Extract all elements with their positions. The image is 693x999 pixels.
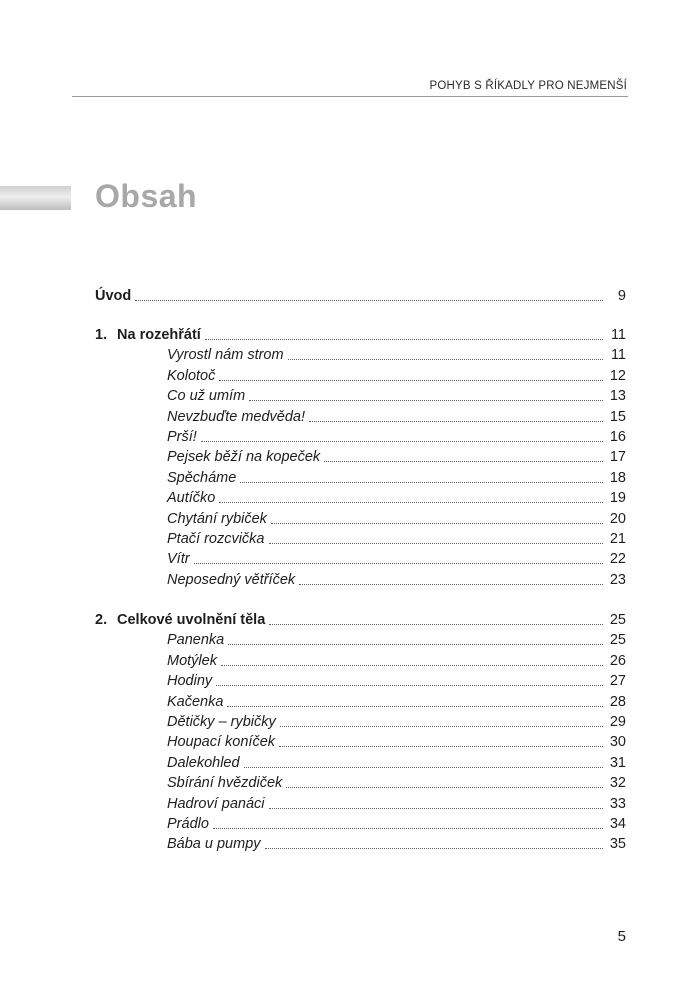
toc-entry[interactable]	[167, 671, 626, 691]
toc-entry[interactable]	[167, 630, 626, 650]
leader-dots	[227, 705, 603, 707]
toc-entry-label: Panenka	[167, 632, 225, 648]
toc-entry[interactable]	[167, 366, 626, 386]
toc-entry-label: Motýlek	[167, 653, 217, 669]
toc-chapter-2[interactable]	[95, 610, 626, 630]
toc-entry[interactable]	[167, 529, 626, 549]
leader-dots	[269, 807, 603, 809]
leader-dots	[213, 827, 603, 829]
toc-entry-page: 32	[609, 775, 626, 791]
toc-entry-label: Prádlo	[167, 816, 209, 832]
toc-entry-page: 21	[609, 531, 626, 547]
toc-entry-page: 9	[617, 288, 626, 304]
toc-chapter-label	[95, 325, 205, 345]
toc-entry-page: 34	[609, 816, 626, 832]
toc-entry-page: 26	[609, 653, 626, 669]
leader-dots	[219, 501, 603, 503]
toc-entry-label: Prší!	[167, 429, 197, 445]
leader-dots	[201, 440, 603, 442]
toc-entry-label: Chytání rybiček	[167, 511, 267, 527]
toc-entry-label: Kačenka	[167, 694, 224, 710]
toc-entry[interactable]	[167, 834, 626, 854]
toc-entry-label: Dalekohled	[167, 755, 240, 771]
toc-chapter-number: 2.	[95, 612, 108, 628]
toc-entry-label: Neposedný větříček	[167, 572, 296, 588]
leader-dots	[286, 786, 603, 788]
toc-entry-page: 12	[609, 368, 626, 384]
toc-entry-label: Pejsek běží na kopeček	[167, 449, 321, 465]
toc-entry[interactable]	[167, 509, 626, 529]
leader-dots	[288, 358, 603, 360]
toc-entry-page: 28	[609, 694, 626, 710]
toc-entry[interactable]	[167, 773, 626, 793]
toc-entry[interactable]	[167, 814, 626, 834]
toc-entry[interactable]	[167, 345, 626, 365]
toc-entry-label: Úvod	[95, 288, 132, 304]
toc-chapter-title: Na rozehřátí	[117, 327, 201, 343]
toc-entry-page: 11	[610, 347, 626, 363]
toc-entry-page: 35	[609, 836, 626, 852]
toc-entry[interactable]	[167, 570, 626, 590]
toc-entry-page: 23	[609, 572, 626, 588]
toc-entry[interactable]	[167, 651, 626, 671]
page-title: Obsah	[95, 178, 198, 214]
leader-dots	[280, 725, 603, 727]
toc-entry-page: 31	[609, 755, 626, 771]
running-header: POHYB S ŘÍKADLY PRO NEJMENŠÍ	[429, 80, 627, 92]
toc-entry[interactable]	[167, 692, 626, 712]
toc-entry[interactable]	[167, 549, 626, 569]
toc-entry-label: Hadroví panáci	[167, 796, 265, 812]
leader-dots	[271, 522, 603, 524]
leader-dots	[228, 643, 603, 645]
toc-entry-page: 13	[609, 388, 626, 404]
toc-entry-page: 30	[609, 734, 626, 750]
title-accent-bar	[0, 186, 71, 210]
leader-dots	[324, 460, 603, 462]
toc-entry-label: Bába u pumpy	[167, 836, 261, 852]
toc-entry-page: 19	[609, 490, 626, 506]
toc-entry[interactable]	[167, 732, 626, 752]
toc-entry[interactable]	[167, 712, 626, 732]
toc-entry[interactable]	[167, 488, 626, 508]
leader-dots	[205, 338, 603, 340]
toc-chapter-title: Celkové uvolnění těla	[117, 612, 266, 628]
leader-dots	[265, 847, 603, 849]
toc-entry-label: Spěcháme	[167, 470, 237, 486]
toc-entry[interactable]	[167, 468, 626, 488]
toc-entry-page: 29	[609, 714, 626, 730]
toc-entry-intro[interactable]	[95, 286, 626, 306]
toc-entry-page: 22	[609, 551, 626, 567]
leader-dots	[221, 664, 603, 666]
leader-dots	[309, 420, 603, 422]
leader-dots	[299, 583, 603, 585]
toc-chapter-number: 1.	[95, 327, 108, 343]
leader-dots	[269, 542, 604, 544]
toc-entry[interactable]	[167, 407, 626, 427]
leader-dots	[249, 399, 603, 401]
toc-entry[interactable]	[167, 753, 626, 773]
leader-dots	[269, 623, 603, 625]
leader-dots	[244, 766, 603, 768]
leader-dots	[135, 299, 603, 301]
toc-entry[interactable]	[167, 447, 626, 467]
toc-entry-label: Hodiny	[167, 673, 213, 689]
toc-entry-page: 27	[609, 673, 626, 689]
toc-entry[interactable]	[167, 427, 626, 447]
leader-dots	[219, 379, 603, 381]
toc-entry-page: 25	[609, 632, 626, 648]
toc-entry-label: Co už umím	[167, 388, 246, 404]
toc-entry-page: 33	[609, 796, 626, 812]
toc-entry-page: 16	[609, 429, 626, 445]
leader-dots	[194, 562, 603, 564]
toc-entry-label: Vyrostl nám strom	[167, 347, 284, 363]
toc-entry-label: Vítr	[167, 551, 190, 567]
toc-entry-label: Ptačí rozcvička	[167, 531, 265, 547]
toc-entry-page: 15	[609, 409, 626, 425]
page-number: 5	[617, 928, 626, 945]
toc-entry-page: 25	[609, 612, 626, 628]
toc-entry-page: 18	[609, 470, 626, 486]
toc-entry-label: Dětičky – rybičky	[167, 714, 276, 730]
toc-entry-label: Kolotoč	[167, 368, 216, 384]
toc-entry-label: Autíčko	[167, 490, 216, 506]
header-rule	[72, 96, 628, 97]
toc-entry[interactable]	[167, 794, 626, 814]
leader-dots	[240, 481, 603, 483]
toc-entry-page: 11	[610, 327, 626, 343]
leader-dots	[216, 684, 603, 686]
toc-entry-label: Houpací koníček	[167, 734, 276, 750]
toc-entry-page: 20	[609, 511, 626, 527]
toc-entry-page: 17	[609, 449, 626, 465]
leader-dots	[279, 745, 603, 747]
toc-entry-label: Sbírání hvězdiček	[167, 775, 283, 791]
toc-chapter-label	[95, 610, 269, 630]
toc-chapter-1[interactable]	[95, 325, 626, 345]
toc-entry[interactable]	[167, 386, 626, 406]
toc-entry-label: Nevzbuďte medvěda!	[167, 409, 306, 425]
